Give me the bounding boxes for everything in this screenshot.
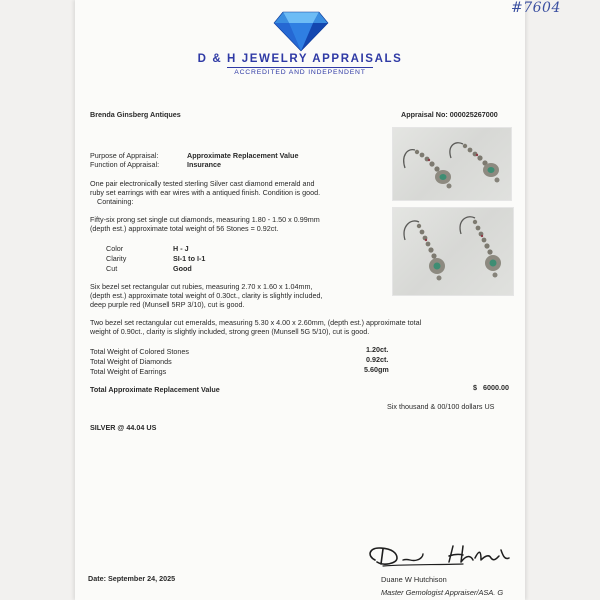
earrings-image-2: [393, 208, 513, 295]
total-colored-label: Total Weight of Colored Stones: [90, 347, 189, 356]
function-label: Function of Appraisal:: [90, 160, 160, 169]
grade-label-color: Color: [106, 244, 124, 253]
earrings-image-1: [393, 128, 511, 200]
amount-in-words: Six thousand & 00/100 dollars US: [387, 402, 495, 411]
total-earrings-label: Total Weight of Earrings: [90, 367, 167, 376]
replacement-value-label: Total Approximate Replacement Value: [90, 385, 220, 394]
diamond-logo-icon: [273, 10, 329, 52]
company-tagline: ACCREDITED AND INDEPENDENT: [234, 69, 366, 76]
item-description: [90, 179, 320, 207]
purpose-label: Purpose of Appraisal:: [90, 151, 159, 160]
client-name: Brenda Ginsberg Antiques: [90, 110, 181, 119]
rubies-description: [90, 282, 323, 310]
signer-title: Master Gemologist Appraiser/ASA. G: [381, 588, 504, 597]
silver-price: SILVER @ 44.04 US: [90, 423, 157, 432]
total-earrings-value: 5.60gm: [364, 365, 389, 374]
rubies-line: (depth est.) approximate total weight of 0.30ct., clarity is slightly included,: [90, 291, 323, 301]
rubies-line: deep purple red (Munsell 5RP 3/10), cut is good.: [90, 300, 245, 310]
function-value: Insurance: [187, 160, 221, 169]
description-line: One pair electronically tested sterling Silver cast diamond emerald and: [90, 179, 315, 188]
grade-value-cut: Good: [173, 264, 192, 273]
grade-value-color: H - J: [173, 244, 189, 253]
signature-image: [363, 540, 523, 570]
earrings-photo-1: [392, 127, 512, 201]
total-colored-value: 1.20ct.: [366, 345, 389, 354]
appraisal-document: [75, 0, 561, 600]
company-name: D & H JEWELRY APPRAISALS: [197, 53, 403, 65]
total-diamonds-label: Total Weight of Diamonds: [90, 357, 172, 366]
total-diamonds-value: 0.92ct.: [366, 355, 389, 364]
grade-value-clarity: SI-1 to I-1: [173, 254, 206, 263]
description-line: ruby set earrings with ear wires with a antiqued finish. Condition is good.: [90, 188, 321, 198]
grade-label-cut: Cut: [106, 264, 118, 273]
diamonds-description: [90, 215, 320, 233]
rubies-line: Six bezel set rectangular cut rubies, measuring 2.70 x 1.60 x 1.04mm,: [90, 282, 313, 291]
appraisal-number: Appraisal No: 000025267000: [401, 110, 498, 119]
handwritten-inventory-number: #7604: [511, 0, 561, 16]
appraisal-date: Date: September 24, 2025: [88, 574, 176, 583]
description-line: Containing:: [97, 197, 134, 207]
diamonds-line: Fifty-six prong set single cut diamonds, measuring 1.80 - 1.50 x 0.99mm: [90, 215, 320, 224]
signer-name: Duane W Hutchison: [381, 575, 447, 584]
emeralds-description: [90, 318, 421, 336]
earrings-photo-2: [392, 207, 514, 296]
emeralds-line: Two bezel set rectangular cut emeralds, measuring 5.30 x 4.00 x 2.60mm, (depth est.) approximate total: [90, 318, 422, 327]
purpose-value: Approximate Replacement Value: [187, 151, 299, 160]
emeralds-line: weight of 0.90ct., clarity is slightly included, strong green (Munsell 5G 5/10), cut is good.: [90, 327, 370, 337]
grade-label-clarity: Clarity: [106, 254, 127, 263]
diamonds-line: (depth est.) approximate total weight of 56 Stones = 0.92ct.: [90, 224, 279, 234]
replacement-value-amount: $ 6000.00: [473, 383, 509, 392]
logo-divider: [227, 67, 373, 68]
